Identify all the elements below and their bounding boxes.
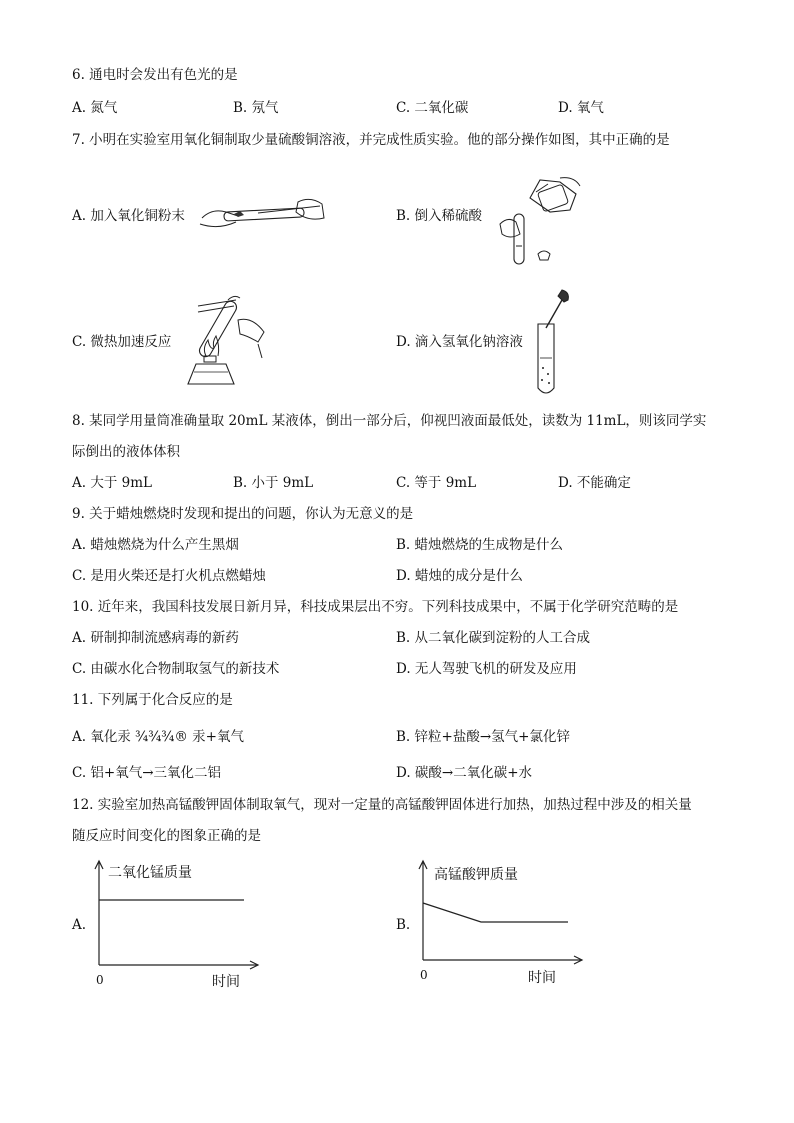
q9-option-b: B. 蜡烛燃烧的生成物是什么 (396, 537, 564, 553)
pour-acid-illustration (490, 176, 582, 268)
manganese-dioxide-mass-chart (88, 856, 278, 992)
y-axis-label: 高锰酸钾质量 (434, 867, 518, 883)
q10-option-c: C. 由碳水化合物制取氢气的新技术 (72, 661, 280, 677)
q12-stem-line2: 随反应时间变化的图象正确的是 (72, 828, 261, 844)
heat-tube-illustration (178, 272, 270, 386)
x-axis-label: 时间 (528, 970, 556, 986)
q10-option-d: D. 无人驾驶飞机的研发及应用 (396, 661, 577, 677)
q6-option-a: A. 氮气 (72, 100, 118, 116)
q11-stem: 11. 下列属于化合反应的是 (72, 692, 233, 708)
origin-label: 0 (96, 973, 104, 987)
q6-option-c: C. 二氧化碳 (396, 100, 469, 116)
q8-stem-line1: 8. 某同学用量筒准确量取 20mL 某液体，倒出一部分后，仰视凹液面最低处，读数为 11mL，则该同学实 (72, 413, 707, 429)
q8-option-c: C. 等于 9mL (396, 475, 477, 491)
q10-option-b: B. 从二氧化碳到淀粉的人工合成 (396, 630, 591, 646)
q6-option-b: B. 氖气 (233, 100, 279, 116)
add-powder-illustration (198, 194, 328, 234)
q8-option-b: B. 小于 9mL (233, 475, 314, 491)
q6-stem: 6. 通电时会发出有色光的是 (72, 67, 238, 83)
q9-option-c: C. 是用火柴还是打火机点燃蜡烛 (72, 568, 266, 584)
q10-stem: 10. 近年来，我国科技发展日新月异，科技成果层出不穷。下列科技成果中，不属于化学研究范畴的是 (72, 599, 679, 615)
chart-b-option-label: B. (396, 917, 411, 933)
q9-stem: 9. 关于蜡烛燃烧时发现和提出的问题，你认为无意义的是 (72, 506, 414, 522)
q8-option-a: A. 大于 9mL (72, 475, 152, 491)
q11-option-d: D. 碳酸→二氧化碳+水 (396, 765, 533, 781)
x-axis-label: 时间 (212, 974, 240, 990)
q7-stem: 7. 小明在实验室用氧化铜制取少量硫酸铜溶液，并完成性质实验。他的部分操作如图，其中正确的是 (72, 132, 670, 148)
q7-option-c: C. 微热加速反应 (72, 334, 172, 350)
origin-label: 0 (420, 968, 428, 982)
q7-option-d: D. 滴入氢氧化钠溶液 (396, 334, 523, 350)
q11-option-b: B. 锌粒+盐酸→氢气+氯化锌 (396, 729, 570, 745)
q6-option-d: D. 氧气 (558, 100, 604, 116)
q10-option-a: A. 研制抑制流感病毒的新药 (72, 630, 239, 646)
series-line (423, 903, 568, 922)
q11-option-a: A. 氧化汞 ¾¾¾® 汞+氧气 (72, 729, 244, 745)
q11-option-c: C. 铝+氧气→三氧化二铝 (72, 765, 222, 781)
q9-option-d: D. 蜡烛的成分是什么 (396, 568, 523, 584)
q7-option-a: A. 加入氧化铜粉末 (72, 208, 185, 224)
dropper-illustration (528, 288, 576, 400)
q7-option-b: B. 倒入稀硫酸 (396, 208, 483, 224)
chart-a-option-label: A. (72, 917, 87, 933)
q8-stem-line2: 际倒出的液体体积 (72, 444, 180, 460)
q12-stem-line1: 12. 实验室加热高锰酸钾固体制取氧气，现对一定量的高锰酸钾固体进行加热，加热过程中涉及的相关量 (72, 797, 692, 813)
q9-option-a: A. 蜡烛燃烧为什么产生黑烟 (72, 537, 239, 553)
potassium-permanganate-mass-chart (412, 856, 602, 992)
q8-option-d: D. 不能确定 (558, 475, 631, 491)
y-axis-label: 二氧化锰质量 (108, 865, 192, 881)
